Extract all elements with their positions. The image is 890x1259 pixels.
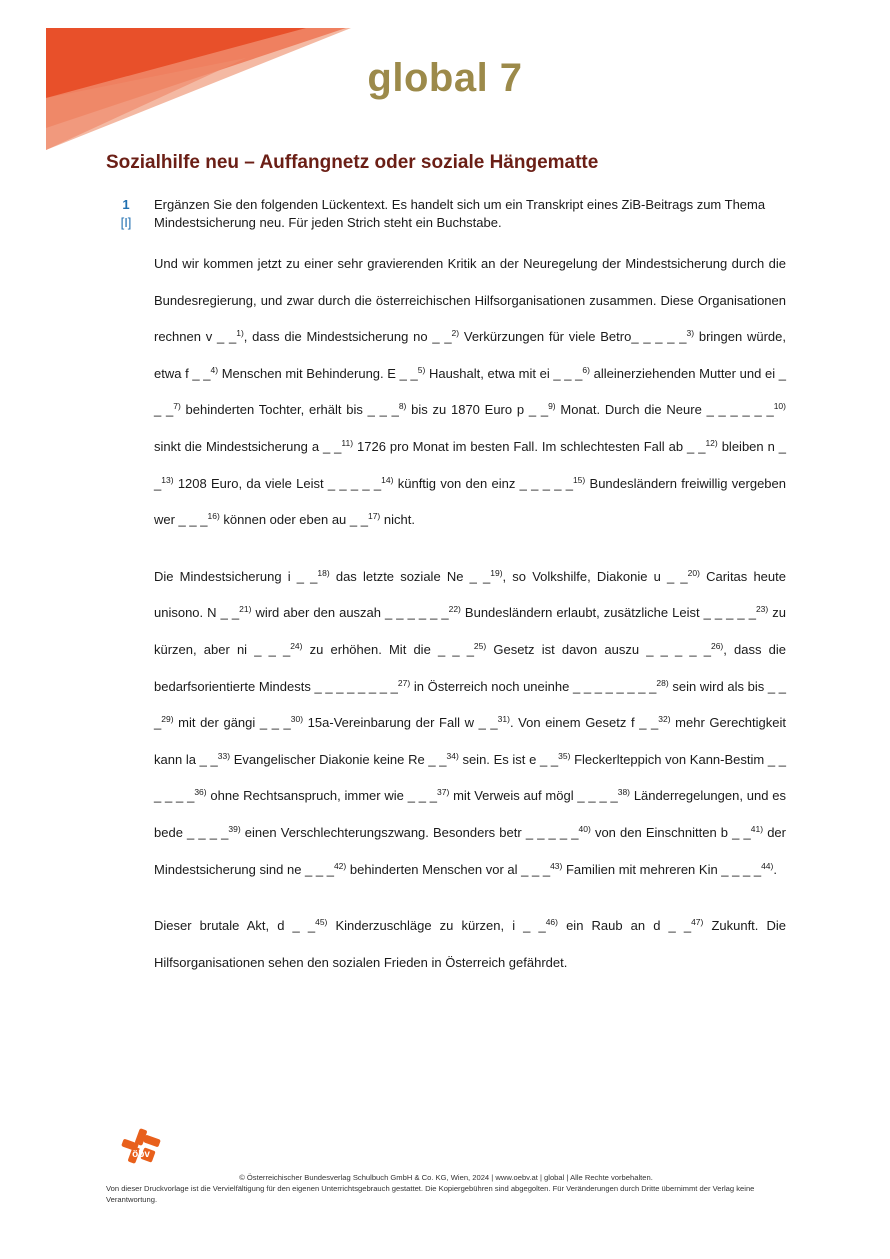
gap-number: 6) <box>582 364 590 375</box>
text-run: Monat. Durch die Neure _ _ _ _ _ _ <box>555 402 774 418</box>
text-run: Bundesländern erlaubt, zusätzliche Leist _ _ _ _ _ <box>460 605 756 621</box>
gap-number: 31) <box>497 714 510 725</box>
text-run: sein. Es ist e _ _ <box>458 751 559 767</box>
page-title: Sozialhilfe neu – Auffangnetz oder soziale Hängematte <box>106 152 599 173</box>
text-run: ein Raub an d _ _ <box>558 918 692 934</box>
brand-title: global 7 <box>367 56 523 100</box>
gap-number: 43) <box>550 860 563 871</box>
task-instruction: Ergänzen Sie den folgenden Lückentext. Es handelt sich um ein Transkript eines ZiB-Beitrags zum Thema Mindestsicherung neu. Für jeden Strich steht ein Buchstabe. <box>154 197 766 230</box>
text-run: alleinerziehenden Mutter und ei _ _ _ <box>154 365 786 418</box>
gap-number: 9) <box>548 401 556 412</box>
gap-number: 26) <box>710 640 724 651</box>
text-paragraph <box>154 246 786 539</box>
text-run: Gesetz ist davon auszu _ _ _ _ _ <box>486 641 711 657</box>
gap-number: 11) <box>341 437 354 448</box>
oebv-logo <box>120 1127 162 1169</box>
gap-number: 5) <box>417 364 426 375</box>
gap-number: 25) <box>473 640 487 651</box>
gap-number: 37) <box>437 787 450 798</box>
text-run: Fleckerlteppich von Kann-Bestim _ _ _ _ _ _ <box>154 751 787 804</box>
text-run: ohne Rechtsanspruch, immer wie _ _ _ <box>206 788 437 804</box>
text-run: in Österreich noch uneinhe _ _ _ _ _ _ _ _ <box>410 678 657 694</box>
gap-number: 40) <box>578 823 591 834</box>
text-run: Länderregelungen, und es bede _ _ _ _ <box>154 788 786 840</box>
text-run: 1726 pro Monat im besten Fall. Im schlechtesten Fall ab _ _ <box>353 438 706 454</box>
text-run: bringen würde, etwa f _ _ <box>154 329 786 381</box>
text-run: künftig von den einz _ _ _ _ _ <box>393 475 573 491</box>
gap-number: 38) <box>617 787 631 798</box>
text-run: behinderten Tochter, erhält bis _ _ _ <box>180 402 399 418</box>
text-run: Bundesländern freiwillig vergeben wer _ _ _ <box>154 475 786 528</box>
gap-number: 12) <box>705 437 718 448</box>
gap-text <box>154 246 786 1001</box>
text-run: einen Verschlechterungszwang. Besonders betr _ _ _ _ _ <box>240 824 579 840</box>
gap-number: 33) <box>217 750 231 761</box>
text-run: bis zu 1870 Euro p _ _ <box>406 402 549 418</box>
gap-number: 21) <box>239 604 252 615</box>
gap-number: 35) <box>558 750 571 761</box>
text-run: . Von einem Gesetz f _ _ <box>509 715 659 731</box>
logo-text: öbv <box>132 1149 150 1160</box>
text-run: Verkürzungen für viele Betro_ _ _ _ _ <box>459 329 687 345</box>
task-number-column <box>106 196 146 232</box>
text-run: Und wir kommen jetzt zu einer sehr gravierenden Kritik an der Neuregelung der Mindestsicherung durch die Bundesregierung, und zwar durch die österreichischen Hilfsorganisationen zusammen. Diese Organisationen rechnen v _ _ <box>154 256 786 345</box>
gap-number: 42) <box>333 860 347 871</box>
text-run: 1208 Euro, da viele Leist _ _ _ _ _ <box>173 475 382 491</box>
text-run: der Mindestsicherung sind ne _ _ _ <box>154 824 786 877</box>
gap-number: 16) <box>207 511 220 522</box>
text-run: nicht. <box>380 512 415 528</box>
gap-number: 44) <box>761 860 774 871</box>
gap-number: 36) <box>194 787 207 798</box>
text-run: Zukunft. Die Hilfsorganisationen sehen den sozialen Frieden in Österreich gefährdet. <box>154 918 786 970</box>
text-run: sinkt die Mindestsicherung a _ _ <box>154 438 342 454</box>
gap-number: 14) <box>381 474 394 485</box>
gap-number: 27) <box>397 677 411 688</box>
gap-number: 2) <box>451 328 460 339</box>
text-run: Evangelischer Diakonie keine Re _ _ <box>230 751 447 767</box>
text-paragraph <box>154 908 786 981</box>
text-run: 15a-Vereinbarung der Fall w _ _ <box>303 715 498 731</box>
gap-number: 22) <box>448 604 461 615</box>
gap-number: 10) <box>773 401 786 412</box>
gap-number: 29) <box>161 714 174 725</box>
text-run: , so Volkshilfe, Diakonie u _ _ <box>502 568 688 584</box>
text-run: sein wird als bis _ _ _ <box>154 678 786 731</box>
text-run: wird aber den auszah _ _ _ _ _ _ <box>251 605 449 621</box>
text-run: mit Verweis auf mögl _ _ _ _ <box>449 788 618 804</box>
text-run: von den Einschnitten b _ _ <box>590 824 751 840</box>
gap-number: 19) <box>490 567 503 578</box>
task-level: [I] <box>120 215 132 230</box>
footer-copyright: © Österreichischer Bundesverlag Schulbuch GmbH & Co. KG, Wien, 2024 | www.oebv.at | global | Alle Rechte vorbehalten. <box>239 1173 653 1182</box>
text-run: können oder eben au _ _ <box>219 512 368 528</box>
gap-number: 7) <box>173 401 181 412</box>
gap-number: 34) <box>446 750 459 761</box>
gap-number: 3) <box>686 328 695 339</box>
gap-number: 45) <box>315 917 328 927</box>
text-run: Caritas heute unisono. N _ _ <box>154 568 786 621</box>
gap-number: 15) <box>572 474 586 485</box>
gap-number: 20) <box>687 567 700 578</box>
footer-notice: Von dieser Druckvorlage ist die Vervielfältigung für den eigenen Unterrichtsgebrauch gestattet. Die Kopiergebühren sind abgegolten. Für Veränderungen durch Dritte übernimmt der Verlag keine Verantwortung. <box>106 1184 755 1204</box>
text-run: zu erhöhen. Mit die _ _ _ <box>302 641 474 657</box>
gap-number: 23) <box>755 604 769 615</box>
text-run: . <box>773 861 777 877</box>
gap-number: 46) <box>545 917 558 927</box>
footer <box>106 1172 786 1205</box>
gap-number: 28) <box>656 677 669 688</box>
text-run: behinderten Menschen vor al _ _ _ <box>346 861 551 877</box>
gap-number: 39) <box>228 823 241 834</box>
gap-number: 41) <box>750 823 764 834</box>
text-run: Kinderzuschläge zu kürzen, i _ _ <box>327 918 546 934</box>
gap-number: 1) <box>236 328 244 339</box>
gap-number: 18) <box>317 567 330 578</box>
text-run: mehr Gerechtigkeit kann la _ _ <box>154 715 786 767</box>
gap-number: 8) <box>398 401 407 412</box>
gap-number: 47) <box>691 917 704 927</box>
text-run: zu kürzen, aber ni _ _ _ <box>154 605 786 657</box>
text-run: Menschen mit Behinderung. E _ _ <box>218 365 418 381</box>
task-number: 1 <box>122 197 130 212</box>
text-run: Dieser brutale Akt, d _ _ <box>154 918 316 934</box>
text-run: mit der gängi _ _ _ <box>173 715 291 731</box>
text-run: Die Mindestsicherung i _ _ <box>154 568 318 584</box>
task-block <box>106 196 786 232</box>
text-run: Familien mit mehreren Kin _ _ _ _ <box>562 861 762 877</box>
text-run: das letzte soziale Ne _ _ <box>329 568 491 584</box>
gap-number: 30) <box>290 714 304 725</box>
gap-number: 24) <box>290 640 303 651</box>
gap-number: 32) <box>658 714 671 725</box>
text-run: bleiben n _ _ <box>154 438 786 491</box>
text-run: Haushalt, etwa mit ei _ _ _ <box>425 365 583 381</box>
gap-number: 4) <box>210 364 219 375</box>
text-paragraph <box>154 559 786 888</box>
text-run: , dass die bedarfsorientierte Mindests _ _ _ _ _ _ _ _ <box>154 641 786 694</box>
text-run: , dass die Mindestsicherung no _ _ <box>243 329 452 345</box>
gap-number: 13) <box>161 474 174 485</box>
gap-number: 17) <box>367 511 381 522</box>
